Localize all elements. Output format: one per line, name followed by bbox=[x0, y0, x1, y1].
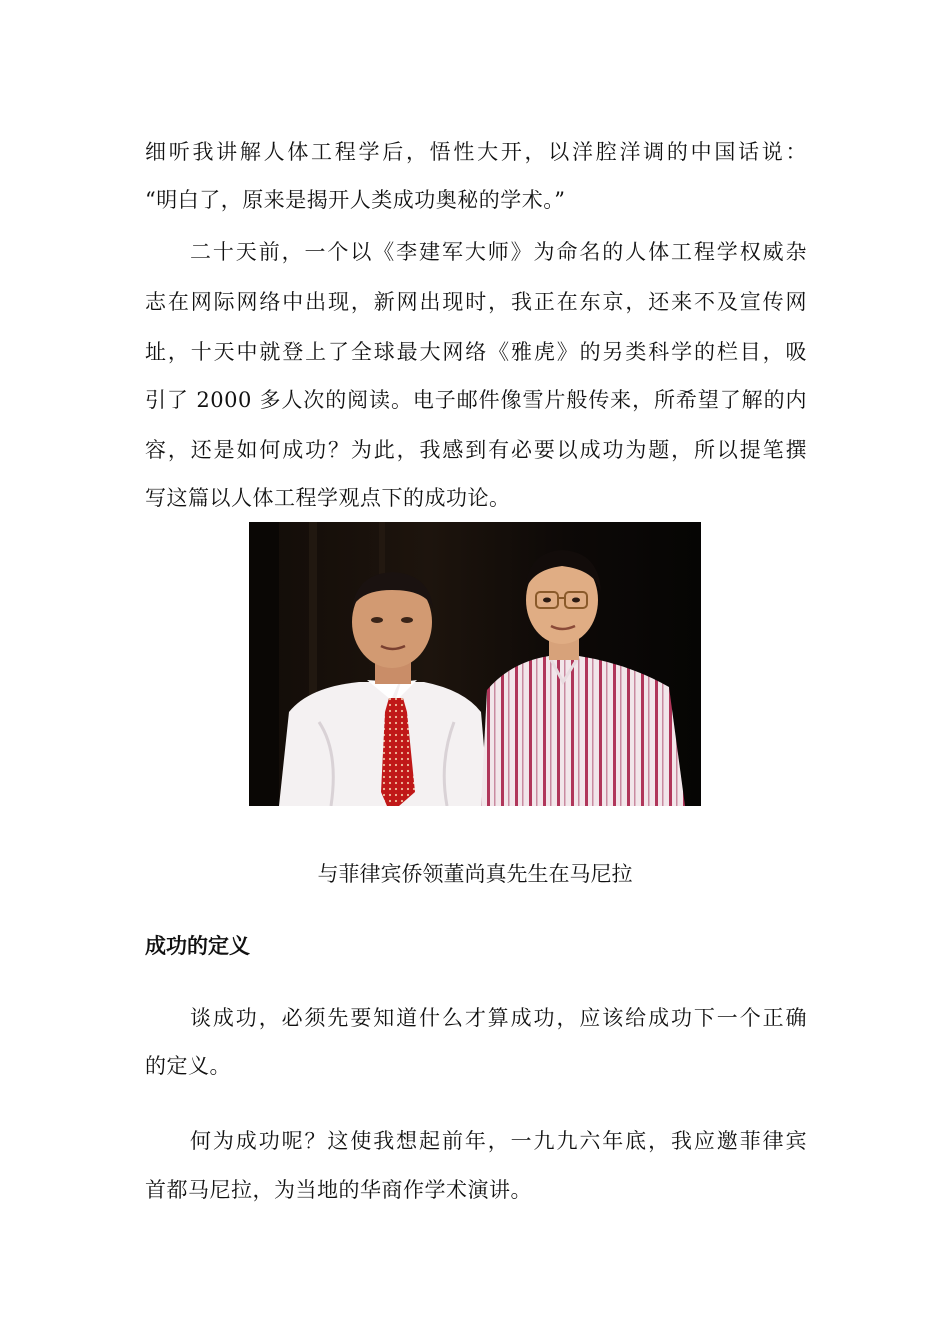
paragraph-line: 谈成功，必须先要知道什么才算成功，应该给成功下一个正确 bbox=[190, 1006, 807, 1030]
paragraph-line: 址，十天中就登上了全球最大网络《雅虎》的另类科学的栏目，吸 bbox=[145, 340, 807, 364]
photo-caption: 与菲律宾侨领董尚真先生在马尼拉 bbox=[317, 862, 633, 886]
paragraph-line: 细听我讲解人体工程学后，悟性大开，以洋腔洋调的中国话说： bbox=[145, 140, 807, 164]
portrait-photo bbox=[249, 522, 701, 806]
paragraph-line: 写这篇以人体工程学观点下的成功论。 bbox=[145, 486, 511, 510]
paragraph-line: 志在网际网络中出现，新网出现时，我正在东京，还来不及宣传网 bbox=[145, 290, 807, 314]
paragraph-line: 何为成功呢？这使我想起前年，一九九六年底，我应邀菲律宾 bbox=[190, 1129, 807, 1153]
paragraph-line: 容，还是如何成功？为此，我感到有必要以成功为题，所以提笔撰 bbox=[145, 438, 807, 462]
paragraph-line: 的定义。 bbox=[145, 1054, 231, 1078]
section-heading: 成功的定义 bbox=[145, 934, 250, 958]
paragraph-line: 首都马尼拉，为当地的华商作学术演讲。 bbox=[145, 1178, 532, 1202]
paragraph-line: 二十天前，一个以《李建军大师》为命名的人体工程学权威杂 bbox=[190, 240, 807, 264]
paragraph-line: 引了 2000 多人次的阅读。电子邮件像雪片般传来，所希望了解的内 bbox=[145, 388, 807, 412]
paragraph-line: “明白了，原来是揭开人类成功奥秘的学术。” bbox=[145, 188, 566, 212]
